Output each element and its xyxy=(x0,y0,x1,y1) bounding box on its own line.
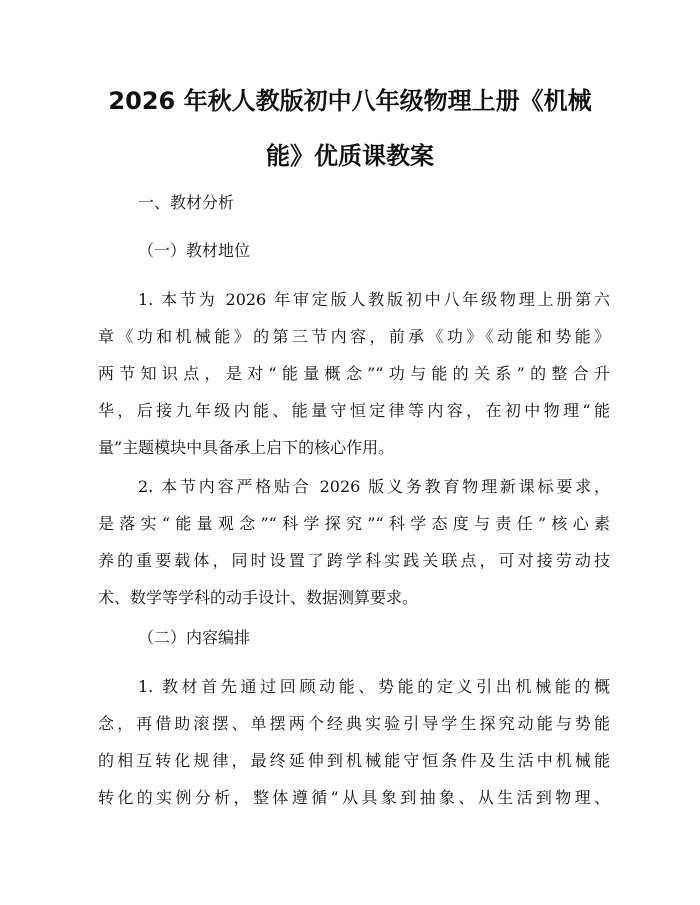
paragraph-2 xyxy=(98,476,610,624)
paragraph-line: 念，再借助滚摆、单摆两个经典实验引导学生探究动能与势能 xyxy=(98,714,610,733)
paragraph-line: 1. 本节为 2026 年审定版人教版初中八年级物理上册第六 xyxy=(138,290,610,309)
subsection-heading-textbook-position: （一）教材地位 xyxy=(138,241,251,260)
paragraph-line: 1. 教材首先通过回顾动能、势能的定义引出机械能的概 xyxy=(138,677,610,696)
paragraph-line: 华，后接九年级内能、能量守恒定律等内容，在初中物理“能 xyxy=(98,401,610,420)
paragraph-line: 是落实“能量观念”“科学探究”“科学态度与责任”核心素 xyxy=(98,514,610,533)
paragraph-line: 2. 本节内容严格贴合 2026 版义务教育物理新课标要求， xyxy=(138,477,610,496)
paragraph-line: 章《功和机械能》的第三节内容，前承《功》《动能和势能》 xyxy=(98,327,610,346)
paragraph-3 xyxy=(98,676,610,824)
paragraph-line: 的相互转化规律，最终延伸到机械能守恒条件及生活中机械能 xyxy=(98,751,610,770)
paragraph-line: 两节知识点，是对“能量概念”“功与能的关系”的整合升 xyxy=(98,364,610,383)
paragraph-line: 转化的实例分析，整体遵循“从具象到抽象、从生活到物理、 xyxy=(98,788,610,807)
subsection-heading-content-arrangement: （二）内容编排 xyxy=(138,628,251,647)
section-heading-textbook-analysis: 一、教材分析 xyxy=(138,193,235,212)
document-title-line-1: 2026 年秋人教版初中八年级物理上册《机械 xyxy=(108,87,592,115)
paragraph-1 xyxy=(98,289,610,474)
paragraph-line: 量”主题模块中具备承上启下的核心作用。 xyxy=(98,438,395,457)
document-title-line-2: 能》优质课教案 xyxy=(266,142,434,170)
paragraph-line: 术、数学等学科的动手设计、数据测算要求。 xyxy=(98,588,419,607)
paragraph-line: 养的重要载体，同时设置了跨学科实践关联点，可对接劳动技 xyxy=(98,551,610,570)
